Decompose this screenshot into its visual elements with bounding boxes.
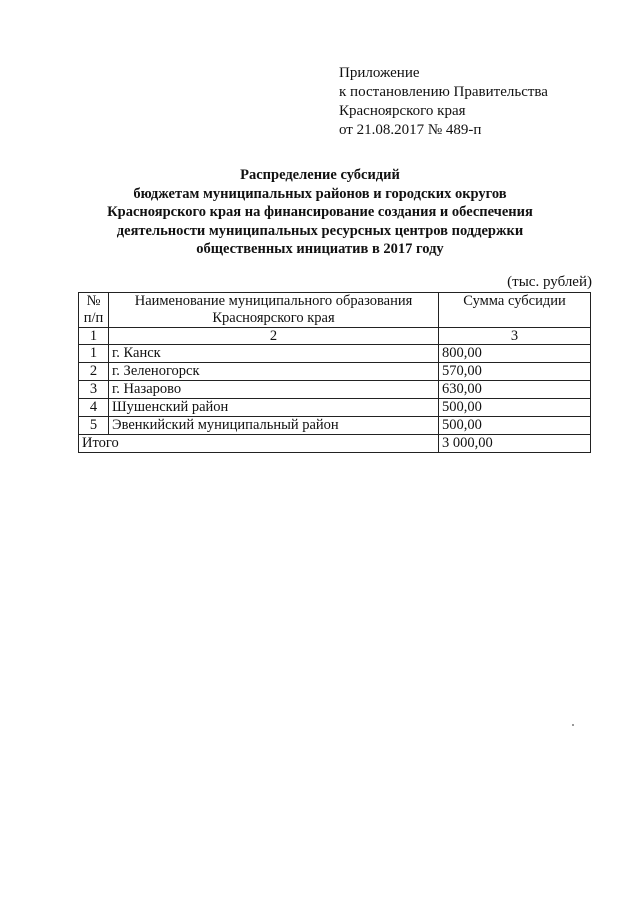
row-sum: 630,00: [439, 381, 591, 399]
title-line: общественных инициатив в 2017 году: [196, 241, 444, 257]
title-line: Распределение субсидий: [240, 167, 400, 183]
header-sum: Сумма субсидии: [439, 293, 591, 328]
row-name: г. Зеленогорск: [109, 363, 439, 381]
total-sum: 3 000,00: [439, 435, 591, 453]
table-row: [79, 381, 591, 399]
table-header-row: [79, 293, 591, 328]
appendix-line: к постановлению Правительства: [339, 84, 548, 100]
row-sum: 500,00: [439, 399, 591, 417]
table-row: [79, 399, 591, 417]
row-name: Шушенский район: [109, 399, 439, 417]
row-number: 5: [79, 417, 109, 435]
title-line: Красноярского края на финансирование создания и обеспечения: [107, 204, 533, 220]
total-row: [79, 435, 591, 453]
total-label: Итого: [79, 435, 439, 453]
table-row: [79, 363, 591, 381]
row-number: 1: [79, 345, 109, 363]
subsidy-table: [78, 292, 591, 453]
column-index: 3: [439, 328, 591, 345]
appendix-block: [339, 64, 548, 140]
row-name: г. Назарово: [109, 381, 439, 399]
scan-speck: [572, 724, 574, 726]
appendix-line: Красноярского края: [339, 103, 466, 119]
row-number: 2: [79, 363, 109, 381]
title-line: деятельности муниципальных ресурсных центров поддержки: [116, 222, 524, 239]
column-index: 1: [79, 328, 109, 345]
appendix-line: Приложение: [339, 65, 420, 81]
header-name-line1: Наименование муниципального образования: [134, 293, 413, 309]
header-name-line2: Красноярского края: [212, 310, 335, 326]
row-sum: 500,00: [439, 417, 591, 435]
column-index-row: [79, 328, 591, 345]
header-number: [79, 293, 109, 328]
appendix-line: от 21.08.2017 № 489-п: [339, 122, 482, 138]
column-index: 2: [109, 328, 439, 345]
row-sum: 800,00: [439, 345, 591, 363]
row-sum: 570,00: [439, 363, 591, 381]
units-label: (тыс. рублей): [507, 274, 592, 290]
row-number: 4: [79, 399, 109, 417]
table-row: [79, 345, 591, 363]
table-row: [79, 417, 591, 435]
header-number-line2: п/п: [83, 310, 104, 326]
header-number-line1: №: [86, 293, 101, 309]
row-name: Эвенкийский муниципальный район: [109, 417, 439, 435]
header-name: [109, 293, 439, 328]
row-number: 3: [79, 381, 109, 399]
row-name: г. Канск: [109, 345, 439, 363]
title-line: бюджетам муниципальных районов и городских округов: [133, 185, 507, 202]
document-title: [60, 166, 580, 259]
